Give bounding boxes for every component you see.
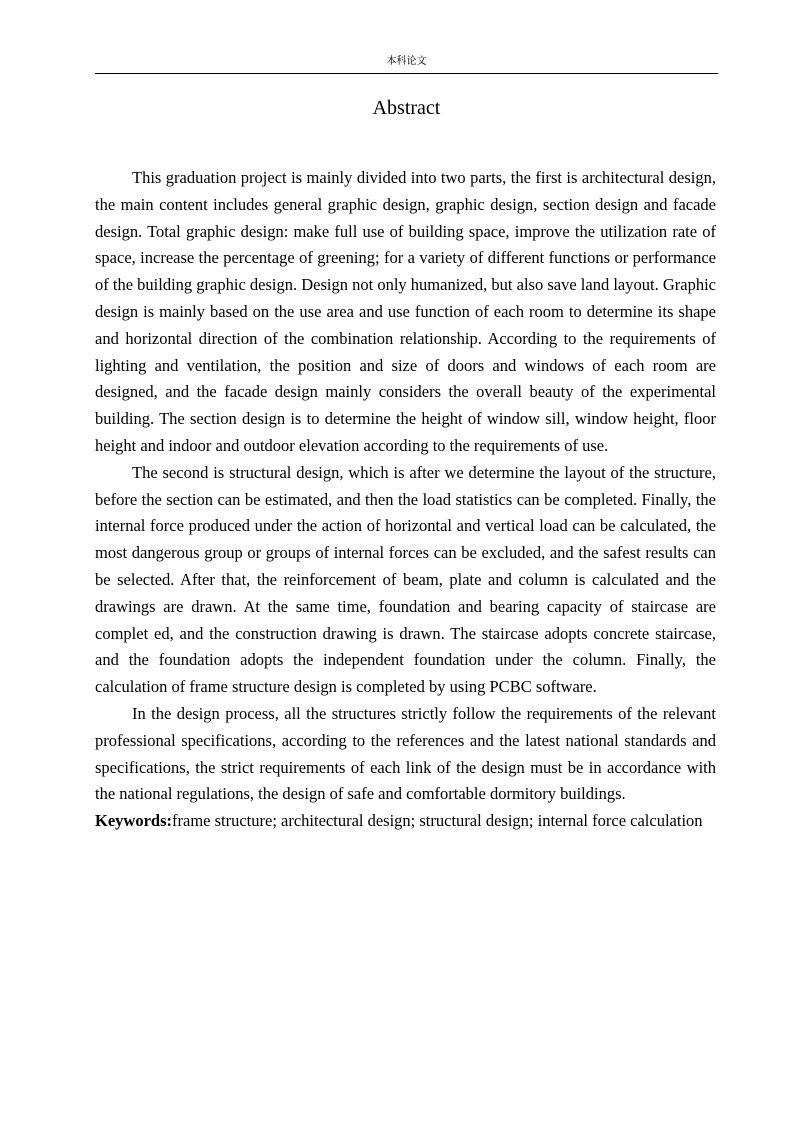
keywords-line bbox=[95, 808, 716, 835]
abstract-paragraph-3: In the design process, all the structures strictly follow the requirements of the relevant professional specifications, according to the references and the latest national standards and specifications, the strict requirements of each link of the design must be in accordance with the national regulations, the design of safe and comfortable dormitory buildings. bbox=[95, 703, 716, 804]
abstract-title: Abstract bbox=[372, 97, 441, 119]
abstract-paragraph-1: This graduation project is mainly divided into two parts, the first is architectural design, the main content includes general graphic design, graphic design, section design and facade design. Total graphic design: make full use of building space, improve the utilization rate of space, increase the percentage of greening; for a variety of different functions or performance of the building graphic design. Design not only humanized, but also save land layout. Graphic design is mainly based on the use area and use function of each room to determine its shape and horizontal direction of the combination relationship. According to the requirements of lighting and ventilation, the position and size of doors and windows of each room are designed, and the facade design mainly considers the overall beauty of the experimental building. The section design is to determine the height of window sill, window height, floor height and indoor and outdoor elevation according to the requirements of use. bbox=[95, 168, 716, 455]
running-header: 本科论文 bbox=[386, 56, 427, 67]
keywords-text: frame structure; architectural design; structural design; internal force calculation bbox=[172, 811, 703, 831]
keywords-label: Keywords: bbox=[95, 811, 172, 831]
abstract-paragraph-2: The second is structural design, which is after we determine the layout of the structure, before the section can be estimated, and then the load statistics can be completed. Finally, the internal force produced under the action of horizontal and vertical load can be calculated, the most dangerous group or groups of internal forces can be excluded, and the safest results can be selected. After that, the reinforcement of beam, plate and column is calculated and the drawings are drawn. At the same time, foundation and bearing capacity of staircase are complet ed, and the construction drawing is drawn. The staircase adopts concrete staircase, and the foundation adopts the independent foundation under the column. Finally, the calculation of frame structure design is completed by using PCBC software. bbox=[95, 462, 716, 697]
header-rule bbox=[95, 73, 718, 74]
abstract-body bbox=[95, 165, 716, 835]
